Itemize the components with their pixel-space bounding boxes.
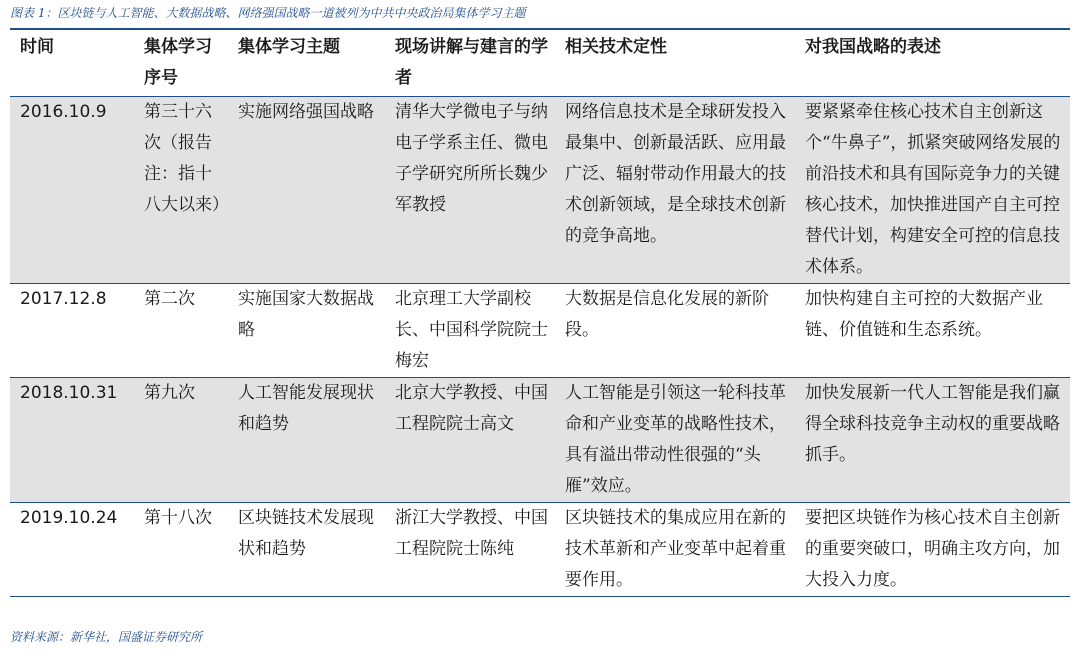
- cell-topic: 区块链技术发展现状和趋势: [238, 508, 374, 559]
- cell-scholar: 北京大学教授、中国工程院院士高文: [395, 383, 548, 434]
- cell-topic: 实施网络强国战略: [238, 102, 374, 122]
- header-seq: 集体学习序号: [144, 37, 212, 88]
- cell-seq: 第三十六次（报告注：指十八大以来）: [144, 102, 229, 215]
- table-row: [10, 284, 1070, 378]
- cell-tech: 大数据是信息化发展的新阶段。: [565, 289, 769, 340]
- cell-seq: 第二次: [144, 289, 195, 309]
- cell-scholar: 浙江大学教授、中国工程院院士陈纯: [395, 508, 548, 559]
- source-note: 资料来源：新华社，国盛证券研究所: [10, 630, 203, 644]
- header-scholar: 现场讲解与建言的学者: [395, 37, 548, 88]
- table-row: [10, 97, 1070, 284]
- cell-date: 2016.10.9: [20, 102, 107, 122]
- cell-tech: 网络信息技术是全球研发投入最集中、创新最活跃、应用最广泛、辐射带动作用最大的技术创新领域，是全球技术创新的竞争高地。: [565, 102, 786, 246]
- cell-topic: 实施国家大数据战略: [238, 289, 374, 340]
- header-strategy: 对我国战略的表述: [805, 37, 941, 57]
- cell-topic: 人工智能发展现状和趋势: [238, 383, 374, 434]
- table-row: [10, 378, 1070, 503]
- header-topic: 集体学习主题: [238, 37, 340, 57]
- cell-strategy: 要紧紧牵住核心技术自主创新这个“牛鼻子”，抓紧突破网络发展的前沿技术和具有国际竞争力的关键核心技术，加快推进国产自主可控替代计划，构建安全可控的信息技术体系。: [805, 102, 1061, 277]
- cell-scholar: 北京理工大学副校长、中国科学院院士梅宏: [395, 289, 548, 371]
- cell-strategy: 要把区块链作为核心技术自主创新的重要突破口，明确主攻方向，加大投入力度。: [805, 508, 1060, 590]
- header-date: 时间: [20, 37, 54, 57]
- cell-strategy: 加快构建自主可控的大数据产业链、价值链和生态系统。: [805, 289, 1043, 340]
- study-sessions-table: [10, 28, 1070, 597]
- cell-seq: 第十八次: [144, 508, 212, 528]
- cell-seq: 第九次: [144, 383, 195, 403]
- cell-date: 2018.10.31: [20, 383, 118, 403]
- cell-date: 2017.12.8: [20, 289, 107, 309]
- table-header-row: [10, 29, 1070, 97]
- table-row: [10, 503, 1070, 597]
- cell-date: 2019.10.24: [20, 508, 118, 528]
- figure-caption: 图表 1：区块链与人工智能、大数据战略、网络强国战略一道被列为中共中央政治局集体学习主题: [10, 6, 526, 20]
- header-tech: 相关技术定性: [565, 37, 667, 57]
- cell-tech: 人工智能是引领这一轮科技革命和产业变革的战略性技术，具有溢出带动性很强的“头雁”效应。: [565, 383, 786, 496]
- cell-scholar: 清华大学微电子与纳电子学系主任、微电子学研究所所长魏少军教授: [395, 102, 548, 215]
- cell-strategy: 加快发展新一代人工智能是我们赢得全球科技竞争主动权的重要战略抓手。: [805, 383, 1060, 465]
- cell-tech: 区块链技术的集成应用在新的技术革新和产业变革中起着重要作用。: [565, 508, 786, 590]
